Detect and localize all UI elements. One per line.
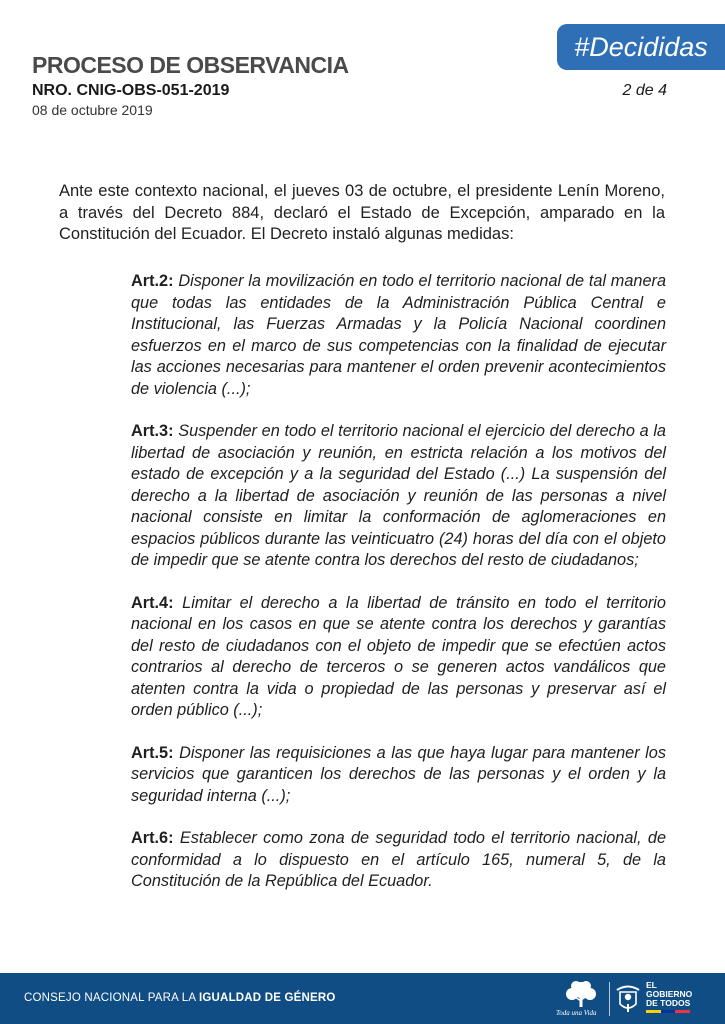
article-label: Art.2: [131,272,174,290]
articles-list [131,271,666,914]
article-text: Disponer las requisiciones a las que haya lugar para mantener los servicios que garanticen los derechos de las personas y el orden y la seguridad interna (...); [131,743,666,805]
article-text: Establecer como zona de seguridad todo el territorio nacional, de conformidad a lo dispuesto en el artículo 165, numeral 5, de la Constitución de la República del Ecuador. [131,829,666,890]
article-text: Limitar el derecho a la libertad de tránsito en todo el territorio nacional en los casos en que se atente contra los derechos y garantías del resto de ciudadanos con el objeto de impedir que se efectúen actos contrarios al derecho de terceros o se generen actos vandálicos que atenten contra la vida o propiedad de las personas y preservar así el orden público (...); [131,593,666,719]
flag-stripe [646,1010,690,1013]
article-5 [131,743,666,808]
article-label: Art.6: [131,829,174,847]
article-label: Art.4: [131,593,174,612]
gov-line-2: GOBIERNO [646,989,693,999]
article-text: Suspender en todo el territorio nacional el ejercicio del derecho a la libertad de asociación y reunión, en estricta relación a los motivos del estado de excepción y a la seguridad del Estado (...) La suspensión del derecho a la libertad de asociación y reunión de las personas a nivel nacional consiste en limitar la conformación de aglomeraciones en espacios públicos durante las veinticuatro (24) horas del día con el objeto de impedir que se atente contra los derechos del resto de ciudadanos; [131,422,666,569]
hashtag-badge: #Decididas [557,24,725,70]
article-label: Art.5: [131,743,174,762]
article-text: Disponer la movilización en todo el territorio nacional de tal manera que todas las entidades de la Administración Pública Central e Institucional, las Fuerzas Armadas y la Policía Nacional coordinen esfuerzos en el marco de sus competencias con la finalidad de ejecutar las acciones necesarias para mantener el orden prevenir acontecimientos de violencia (...); [131,272,667,398]
page-indicator: 2 de 4 [622,82,667,99]
footer-org-strong: IGUALDAD DE GÉNERO [199,992,336,1004]
logo-divider [609,982,610,1016]
footer-organization [24,992,336,1004]
article-2 [131,271,666,400]
document-number: NRO. CNIG-OBS-051-2019 [32,82,230,99]
article-4 [131,593,666,722]
article-6 [131,828,666,893]
article-label: Art.3: [131,422,174,440]
article-3 [131,421,666,572]
intro-paragraph: Ante este contexto nacional, el jueves 03 de octubre, el presidente Lenín Moreno, a través del Decreto 884, declaró el Estado de Excepción, amparado en la Constitución del Ecuador. El Decreto instaló algunas medidas: [59,182,665,243]
document-date: 08 de octubre 2019 [32,102,153,118]
footer-org-prefix: CONSEJO NACIONAL PARA LA [24,992,196,1004]
footer-bar [0,973,725,1024]
document-title: PROCESO DE OBSERVANCIA [32,52,349,78]
gov-line-1: EL [646,980,657,990]
coat-of-arms-icon [614,982,642,1016]
gov-line-3: DE TODOS [646,998,691,1008]
government-logo-text [646,981,692,1013]
logo-caption: Toda una Vida [556,1009,597,1017]
